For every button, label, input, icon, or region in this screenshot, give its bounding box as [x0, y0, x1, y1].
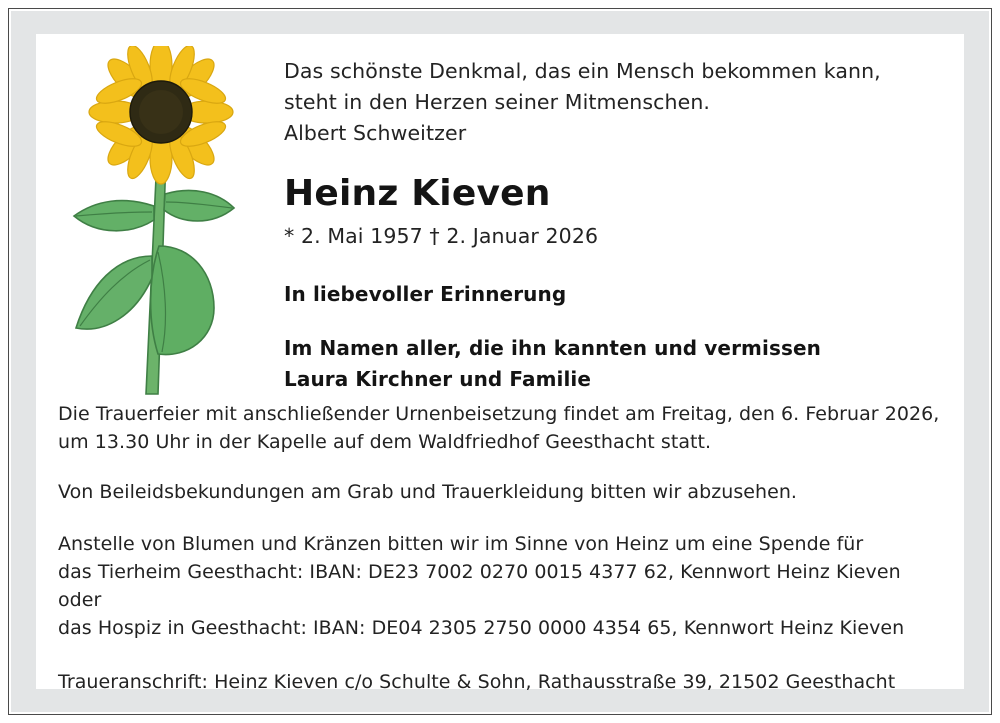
- condolence-note: Von Beileidsbekundungen am Grab und Trauerkleidung bitten wir abzusehen.: [58, 481, 798, 503]
- quote-line-2: steht in den Herzen seiner Mitmenschen.: [284, 90, 711, 114]
- ceremony-line-2: um 13.30 Uhr in der Kapelle auf dem Waldfriedhof Geesthacht statt.: [58, 431, 712, 453]
- ceremony-line-1: Die Trauerfeier mit anschließender Urnenbeisetzung findet am Freitag, den 6. Februar 2026,: [58, 403, 940, 425]
- lower-text-block: [58, 400, 950, 696]
- donation-intro: Anstelle von Blumen und Kränzen bitten wir im Sinne von Heinz um eine Spende für: [58, 533, 864, 555]
- family-line-2: Laura Kirchner und Familie: [284, 367, 592, 391]
- mourning-address: Traueranschrift: Heinz Kieven c/o Schulte & Sohn, Rathausstraße 39, 21502 Geesthacht: [58, 671, 896, 693]
- upper-text-block: [284, 56, 954, 391]
- notice-content: [36, 34, 964, 693]
- sunflower-icon: [62, 46, 262, 406]
- quote-author: Albert Schweitzer: [284, 121, 467, 145]
- quote-line-1: Das schönste Denkmal, das ein Mensch bekommen kann,: [284, 59, 881, 83]
- notice-card: [36, 34, 964, 693]
- family-line-1: Im Namen aller, die ihn kannten und vermissen: [284, 336, 821, 360]
- deceased-dates: * 2. Mai 1957 † 2. Januar 2026: [284, 224, 599, 248]
- memory-line: In liebevoller Erinnerung: [284, 282, 567, 306]
- deceased-name: Heinz Kieven: [284, 173, 551, 214]
- donation-account-1: das Tierheim Geesthacht: IBAN: DE23 7002 0270 0015 4377 62, Kennwort Heinz Kieven oder: [58, 561, 901, 611]
- donation-account-2: das Hospiz in Geesthacht: IBAN: DE04 2305 2750 0000 4354 65, Kennwort Heinz Kieven: [58, 617, 905, 639]
